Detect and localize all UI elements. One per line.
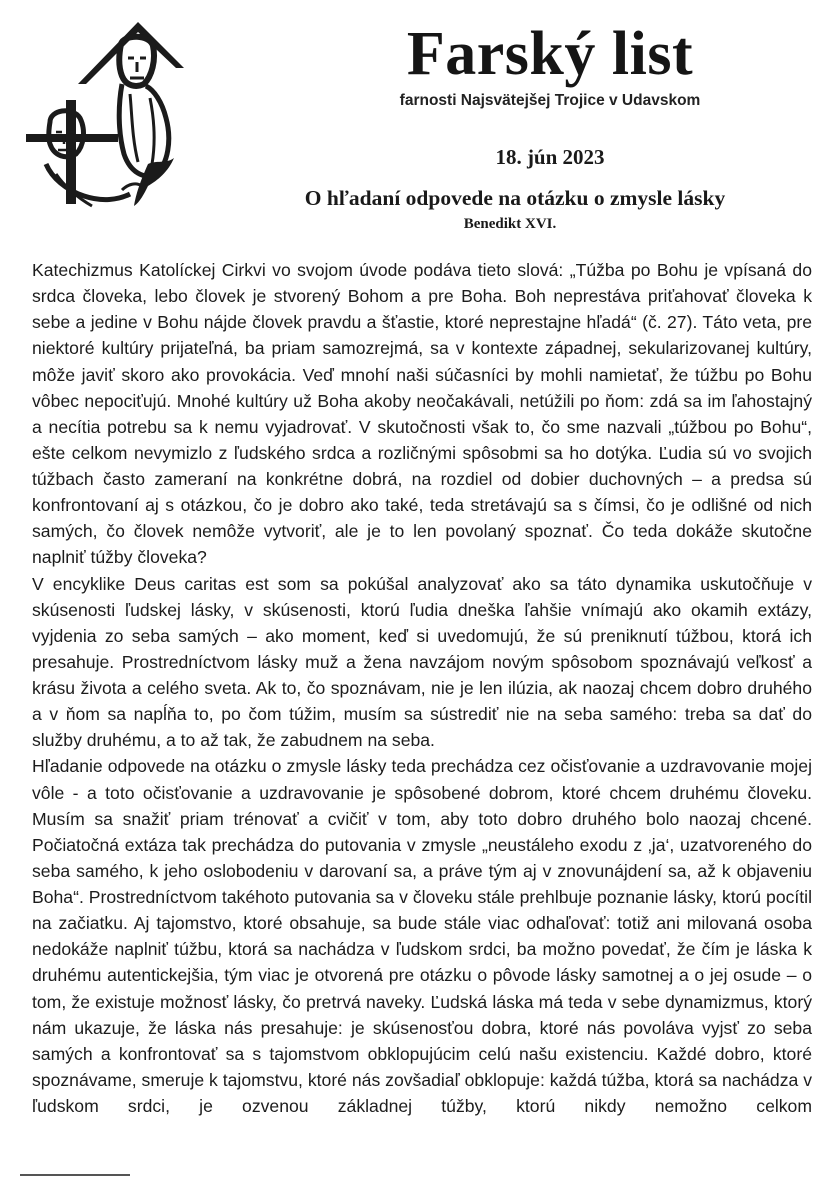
article-paragraph: V encyklike Deus caritas est som sa pokúšal analyzovať ako sa táto dynamika uskutočňuje v skúsenosti ľudskej lásky, v skúsenosti, ktorú ľudia dneška ľahšie vnímajú ako okamih extázy, vyjdenia zo seba samých – ako moment, keď si uvedomujú, že sú preniknutí túžbou, ktorá ich presahuje. Prostredníctvom lásky muž a žena navzájom novým spôsobom spoznávajú veľkosť a krásu života a celého sveta. Ak to, čo spoznávam, nie je len ilúzia, ak naozaj chcem dobro druhého a v ňom sa napĺňa to, po čom túžim, musím sa sústrediť nie na seba samého: treba sa dať do služby druhému, a to až tak, že zabudnem na seba.: [32, 573, 812, 751]
article-paragraph: Katechizmus Katolíckej Cirkvi vo svojom úvode podáva tieto slová: „Túžba po Bohu je vpísaná do srdca človeka, lebo človek je stvorený Bohom a pre Boha. Boh neprestáva priťahovať človeka k sebe a jedine v Bohu nájde človek pravdu a šťastie, ktoré neprestajne hľadá“ (č. 27). Táto veta, pre niektoré kultúry prijateľná, ba priam samozrejmá, sa v kontexte západnej, sekularizovanej kultúry, môže javiť skoro ako provokácia. Veď mnohí naši súčasníci by mohli namietať, že túžbu po Bohu vôbec nepociťujú. Mnohé kultúry už Boha akoby neočakávali, netúžili po ňom: zdá sa im ľahostajný a necítia potrebu sa k nemu vyjadrovať. V skutočnosti však to, čo sme nazvali „túžbou po Bohu“, ešte celkom nevymizlo z ľudského srdca a rozličnými spôsobmi sa ho dotýka. Ľudia sú vo svojich túžbach často zameraní na konkrétne dobrá, na rozdiel od dobier duchovných – a predsa sú konfrontovaní aj s otázkou, čo je dobro ako také, teda stretávajú sa s čímsi, čo je odlišné od nich samých, čo človek nemôže vytvoriť, ale je to len povolaný spoznať. Čo teda dokáže skutočne naplniť túžby človeka?: [32, 260, 812, 568]
article-author: Benedikt XVI.: [463, 216, 557, 232]
page-bottom-rule: [20, 1174, 130, 1176]
article-title: O hľadaní odpovede na otázku o zmysle lásky: [304, 186, 726, 210]
article-paragraph: Hľadanie odpovede na otázku o zmysle lásky teda prechádza cez očisťovanie a uzdravovanie mojej vôle - a toto očisťovanie a uzdravovanie je spôsobené dobrom, ktoré chcem druhému človeku. Musím sa snažiť priam trénovať a cvičiť v tom, aby toto dobro druhého bolo naozaj chcené. Počiatočná extáza tak prechádza do putovania v zmysle „neustáleho exodu z ‚ja‘, uzatvoreného do seba samého, k jeho oslobodeniu v darovaní sa, a práve tým aj v znovunájdení sa, až k objaveniu Boha“. Prostredníctvom takéhoto putovania sa v človeku stále prehlbuje poznanie lásky, ktorú pocítil na začiatku. Aj tajomstvo, ktoré obsahuje, sa bude stále viac odhaľovať: totiž ani milovaná osoba nedokáže naplniť túžbu, ktorá sa nachádza v ľudskom srdci, ba možno povedať, že čím je láska k druhému autentickejšia, tým viac je otvorená pre otázku o pôvode lásky samotnej a o jej osude – o tom, že existuje možnosť lásky, čo pretrvá naveky. Ľudská láska má teda v sebe dynamizmus, ktorý nám ukazuje, že láska nás presahuje: je skúsenosťou dobra, ktoré nás povoláva vyjsť zo seba samých a konfrontovať sa s tajomstvom obklopujúcim celú našu existenciu. Každé dobro, ktoré spoznávame, smeruje k tajomstvu, ktoré nás zovšadiaľ obklopuje: každá túžba, ktorá sa nachádza v ľudskom srdci, je ozvenou základnej túžby, ktorú nikdy nemožno celkom: [32, 756, 812, 1116]
article-body: [32, 257, 812, 1119]
issue-date: 18. jún 2023: [495, 145, 605, 169]
newsletter-title: Farský list: [406, 20, 694, 88]
holy-trinity-icon: [26, 14, 186, 210]
parish-subtitle: farnosti Najsvätejšej Trojice v Udavskom: [399, 92, 701, 109]
